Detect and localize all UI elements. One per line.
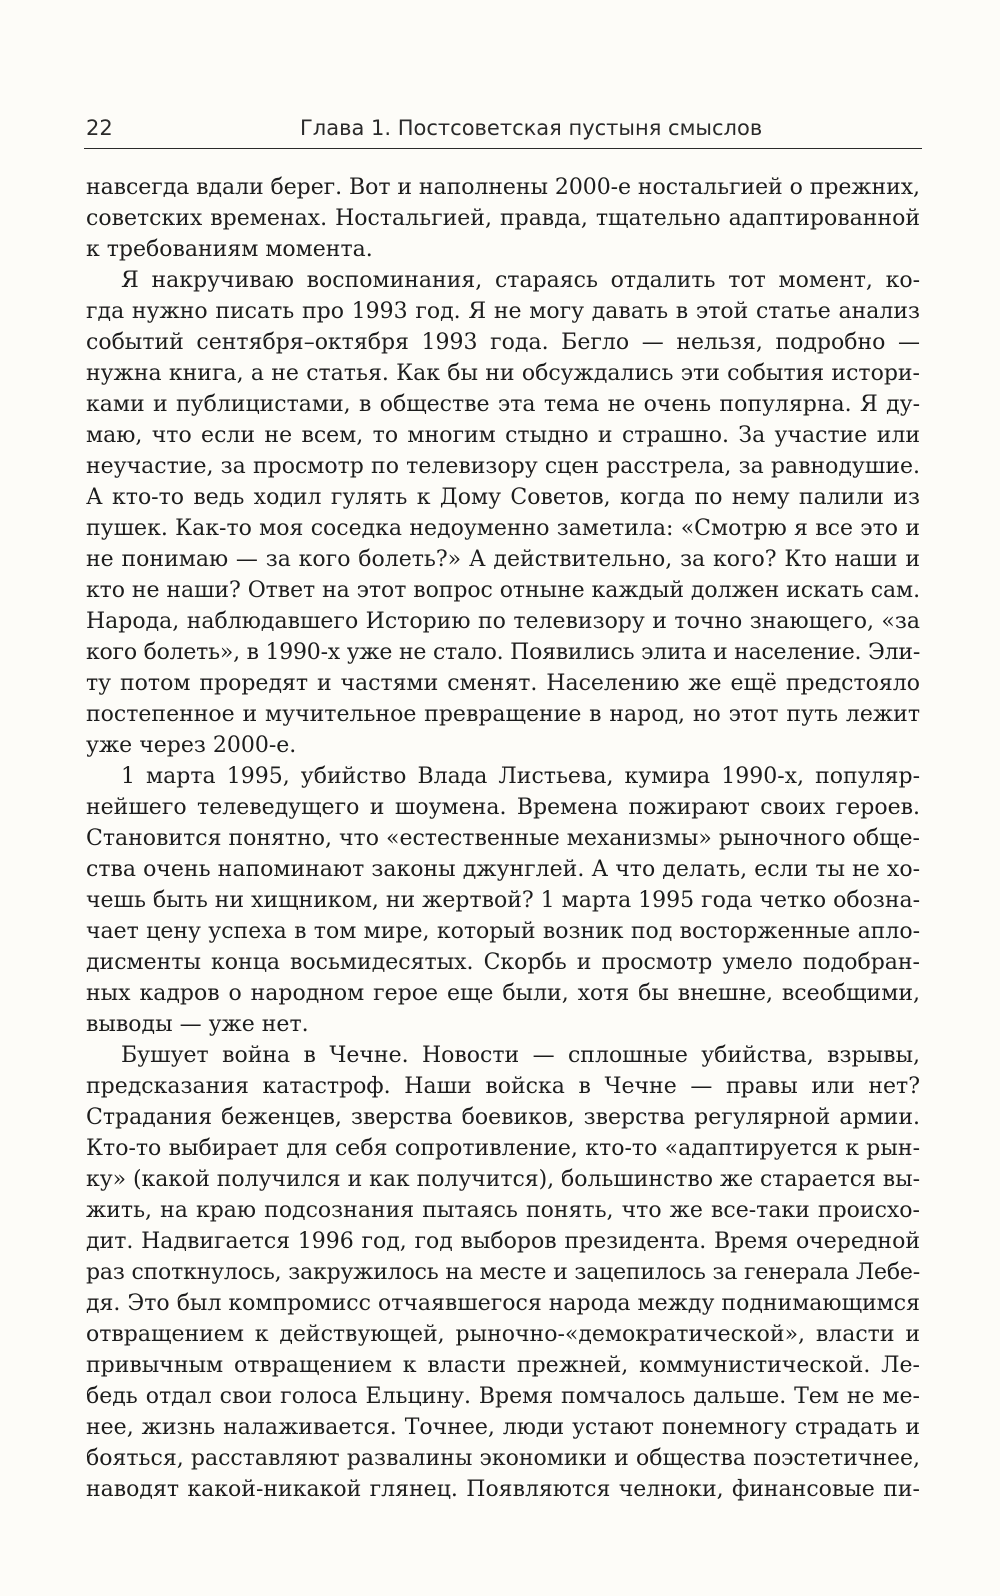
text-line: пушек. Как-то моя соседка недоуменно заметила: «Смотрю я все это и (86, 516, 920, 541)
text-line: раз споткнулось, закружилось на месте и зацепилось за генерала Лебе- (86, 1260, 920, 1285)
text-line: бедь отдал свои голоса Ельцину. Время помчалось дальше. Тем не ме- (86, 1384, 920, 1409)
paragraph (86, 172, 920, 265)
text-line: бояться, расставляют развалины экономики и общества поэстетичнее, (86, 1446, 920, 1471)
text-line: дя. Это был компромисс отчаявшегося народа между поднимающимся (86, 1291, 920, 1316)
paragraph (86, 761, 920, 1040)
text-line: Бушует война в Чечне. Новости — сплошные убийства, взрывы, (121, 1043, 920, 1068)
text-line: предсказания катастроф. Наши войска в Чечне — правы или нет? (86, 1074, 920, 1099)
text-line: нее, жизнь налаживается. Точнее, люди устают понемногу страдать и (86, 1415, 920, 1440)
text-line: советских временах. Ностальгией, правда, тщательно адаптированной (86, 206, 920, 231)
text-line: уже через 2000-е. (86, 733, 297, 758)
text-line: Народа, наблюдавшего Историю по телевизору и точно знающего, «за (86, 609, 920, 634)
text-line: гда нужно писать про 1993 год. Я не могу давать в этой статье анализ (86, 299, 920, 324)
text-line: Страдания беженцев, зверства боевиков, зверства регулярной армии. (86, 1105, 920, 1130)
text-line: 1 марта 1995, убийство Влада Листьева, кумира 1990-х, популяр- (121, 764, 920, 789)
text-line: привычным отвращением к власти прежней, коммунистической. Ле- (86, 1353, 920, 1378)
text-line: дисменты конца восьмидесятых. Скорбь и просмотр умело подобран- (86, 950, 920, 975)
text-line: отвращением к действующей, рыночно-«демократической», власти и (86, 1322, 920, 1347)
text-line: Становится понятно, что «естественные механизмы» рыночного обще- (86, 826, 920, 851)
text-line: наводят какой-никакой глянец. Появляются челноки, финансовые пи- (86, 1477, 920, 1502)
text-line: ных кадров о народном герое еще были, хотя бы внешне, всеобщими, (86, 981, 920, 1006)
text-line: чает цену успеха в том мире, который возник под восторженные апло- (86, 919, 920, 944)
text-line: нужна книга, а не статья. Как бы ни обсуждались эти события истори- (86, 361, 920, 386)
text-line: А кто-то ведь ходил гулять к Дому Советов, когда по нему палили из (86, 485, 920, 510)
chapter-title: Глава 1. Постсоветская пустыня смыслов (300, 116, 763, 140)
page-number: 22 (86, 116, 113, 140)
text-line: ками и публицистами, в обществе эта тема не очень популярна. Я ду- (86, 392, 920, 417)
text-line: неучастие, за просмотр по телевизору сцен расстрела, за равнодушие. (86, 454, 920, 479)
text-line: к требованиям момента. (86, 237, 373, 262)
text-line: событий сентября–октября 1993 года. Бегло — нельзя, подробно — (86, 330, 920, 355)
text-line: Я накручиваю воспоминания, стараясь отдалить тот момент, ко- (121, 268, 920, 293)
text-line: ства очень напоминают законы джунглей. А что делать, если ты не хо- (86, 857, 920, 882)
text-line: нейшего телеведущего и шоумена. Времена пожирают своих героев. (86, 795, 920, 820)
text-line: жить, на краю подсознания пытаясь понять, что же все-таки происхо- (86, 1198, 920, 1223)
text-line: чешь быть ни хищником, ни жертвой? 1 марта 1995 года четко обозна- (86, 888, 920, 913)
text-line: кого болеть», в 1990-х уже не стало. Появились элита и население. Эли- (86, 640, 921, 665)
text-line: дит. Надвигается 1996 год, год выборов президента. Время очередной (86, 1229, 920, 1254)
text-line: Кто-то выбирает для себя сопротивление, кто-то «адаптируется к рын- (86, 1136, 920, 1161)
text-line: навсегда вдали берег. Вот и наполнены 2000-е ностальгией о прежних, (86, 175, 920, 200)
text-line: выводы — уже нет. (86, 1012, 309, 1037)
text-line: не понимаю — за кого болеть?» А действительно, за кого? Кто наши и (86, 547, 920, 572)
paragraph (86, 1040, 920, 1505)
body-text (86, 172, 920, 1505)
text-line: маю, что если не всем, то многим стыдно и страшно. За участие или (86, 423, 920, 448)
text-line: ку» (какой получился и как получится), большинство же старается вы- (86, 1167, 920, 1192)
text-line: кто не наши? Ответ на этот вопрос отныне каждый должен искать сам. (86, 578, 920, 603)
text-line: ту потом проредят и частями сменят. Населению же ещё предстояло (86, 671, 920, 696)
text-line: постепенное и мучительное превращение в народ, но этот путь лежит (86, 702, 920, 727)
running-header (84, 112, 922, 149)
paragraph (86, 265, 920, 761)
